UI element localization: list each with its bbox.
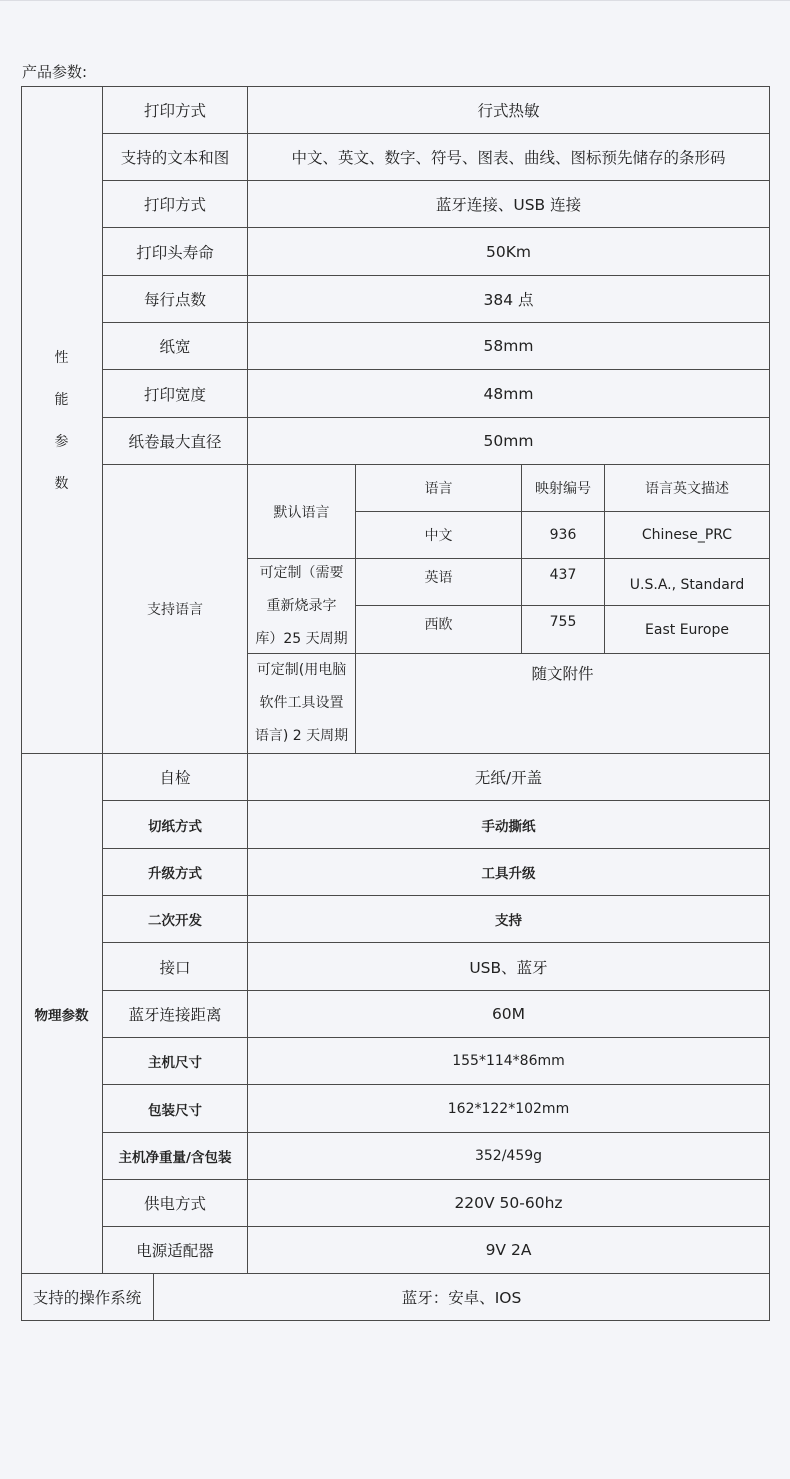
group-physical: 物理参数 (21, 754, 103, 1274)
row-label: 打印方式 (103, 181, 248, 228)
row-label: 升级方式 (103, 849, 248, 896)
row-value: USB、蓝牙 (248, 943, 770, 991)
lang-name: 西欧 (356, 606, 522, 654)
language-label: 支持语言 (103, 465, 248, 754)
row-label: 主机尺寸 (103, 1038, 248, 1085)
custom-line: 软件工具设置 (259, 695, 344, 711)
row-label: 自检 (103, 754, 248, 801)
group-char: 参 (54, 433, 69, 450)
lang-desc: East Europe (605, 606, 770, 654)
row-value: 支持 (248, 896, 770, 943)
row-label: 供电方式 (103, 1180, 248, 1227)
lang-code: 437 (522, 559, 605, 606)
lang-desc: U.S.A., Standard (605, 559, 770, 606)
code-header: 映射编号 (522, 465, 605, 512)
custom-line: 库）25 天周期 (255, 630, 348, 647)
row-label: 纸卷最大直径 (103, 418, 248, 465)
row-value: 无纸/开盖 (248, 754, 770, 801)
custom-language-1 (248, 559, 356, 654)
row-value: 工具升级 (248, 849, 770, 896)
custom-line: 可定制（需要 (259, 564, 344, 581)
row-label: 切纸方式 (103, 801, 248, 849)
lang-name: 英语 (356, 559, 522, 606)
row-label: 电源适配器 (103, 1227, 248, 1274)
page-title: 产品参数: (22, 63, 88, 81)
row-label: 二次开发 (103, 896, 248, 943)
row-label: 每行点数 (103, 276, 248, 323)
custom-language-2-value: 随文附件 (356, 654, 770, 754)
row-value: 220V 50-60hz (248, 1180, 770, 1227)
lang-header: 语言 (356, 465, 522, 512)
row-value: 352/459g (248, 1133, 770, 1180)
default-language-label: 默认语言 (248, 465, 356, 559)
row-value: 中文、英文、数字、符号、图表、曲线、图标预先储存的条形码 (248, 134, 770, 181)
desc-header: 语言英文描述 (605, 465, 770, 512)
custom-line: 可定制(用电脑 (256, 662, 347, 678)
row-label: 包装尺寸 (103, 1085, 248, 1133)
row-value: 155*114*86mm (248, 1038, 770, 1085)
row-label: 打印方式 (103, 86, 248, 134)
row-value: 60M (248, 991, 770, 1038)
group-performance (21, 86, 103, 754)
row-value: 58mm (248, 323, 770, 370)
row-value: 9V 2A (248, 1227, 770, 1274)
row-value: 蓝牙连接、USB 连接 (248, 181, 770, 228)
row-value: 50Km (248, 228, 770, 276)
os-label: 支持的操作系统 (21, 1274, 154, 1321)
row-label: 接口 (103, 943, 248, 991)
lang-code: 936 (522, 512, 605, 559)
row-value: 行式热敏 (248, 86, 770, 134)
lang-code: 755 (522, 606, 605, 654)
row-value: 48mm (248, 370, 770, 418)
row-value: 162*122*102mm (248, 1085, 770, 1133)
custom-line: 语言) 2 天周期 (254, 728, 349, 744)
row-label: 蓝牙连接距离 (103, 991, 248, 1038)
lang-name: 中文 (356, 512, 522, 559)
row-label: 打印宽度 (103, 370, 248, 418)
row-label: 打印头寿命 (103, 228, 248, 276)
row-label: 支持的文本和图 (103, 134, 248, 181)
row-label: 纸宽 (103, 323, 248, 370)
group-char: 性 (54, 349, 69, 366)
group-char: 数 (54, 475, 69, 492)
lang-desc: Chinese_PRC (605, 512, 770, 559)
row-label: 主机净重量/含包装 (103, 1133, 248, 1180)
custom-language-2 (248, 654, 356, 754)
group-char: 能 (54, 391, 69, 408)
row-value: 手动撕纸 (248, 801, 770, 849)
row-value: 50mm (248, 418, 770, 465)
os-value: 蓝牙：安卓、IOS (154, 1274, 770, 1321)
row-value: 384 点 (248, 276, 770, 323)
custom-line: 重新烧录字 (266, 597, 337, 614)
